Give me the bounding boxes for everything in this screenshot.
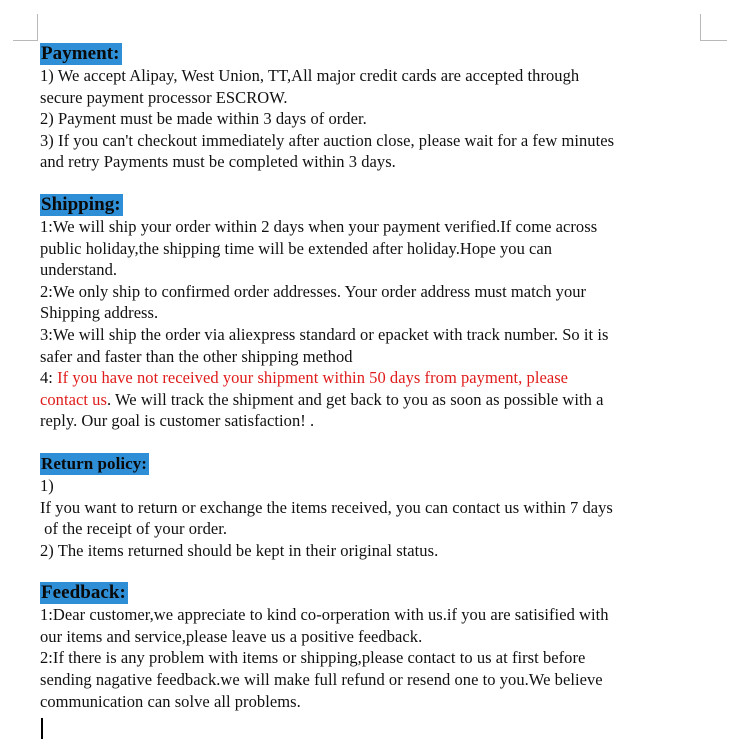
shipping-line: safer and faster than the other shipping method: [40, 346, 353, 366]
shipping-item-4-line-3: reply. Our goal is customer satisfaction! .: [40, 411, 315, 431]
shipping-heading-line: [40, 194, 720, 216]
payment-line: 2) Payment must be made within 3 days of order.: [40, 109, 367, 129]
document-body[interactable]: [40, 43, 720, 712]
payment-line: secure payment processor ESCROW.: [40, 87, 288, 107]
page-corner-mark-top-right: [700, 14, 727, 41]
return-policy-heading: Return policy:: [41, 453, 147, 473]
shipping-heading: Shipping:: [41, 193, 121, 215]
shipping-line: 3:We will ship the order via aliexpress standard or epacket with track number. So it is: [40, 324, 609, 344]
return-policy-line: 2) The items returned should be kept in their original status.: [40, 540, 439, 560]
paragraph-gap: [40, 173, 720, 194]
shipping-item-4-text: . We will track the shipment and get back to you as soon as possible with a: [106, 389, 604, 409]
shipping-line: 2:We only ship to confirmed order addresses. Your order address must match your: [40, 281, 587, 301]
shipping-line: understand.: [40, 260, 118, 280]
feedback-line: our items and service,please leave us a positive feedback.: [40, 626, 423, 646]
shipping-warning-text: If you have not received your shipment within 50 days from payment, please: [57, 368, 569, 388]
shipping-warning-text: contact us: [40, 389, 107, 409]
return-policy-heading-line: [40, 453, 720, 475]
feedback-line: sending nagative feedback.we will make full refund or resend one to you.We believe: [40, 670, 603, 690]
feedback-heading-line: [40, 582, 720, 604]
feedback-heading: Feedback:: [41, 582, 126, 604]
return-policy-line: If you want to return or exchange the items received, you can contact us within 7 days: [40, 497, 613, 517]
feedback-line: communication can solve all problems.: [40, 691, 301, 711]
shipping-line: Shipping address.: [40, 303, 159, 323]
return-policy-line: 1): [40, 475, 54, 495]
payment-line: 3) If you can't checkout immediately after auction close, please wait for a few minutes: [40, 130, 615, 150]
text-cursor: [41, 718, 43, 739]
shipping-line: 1:We will ship your order within 2 days when your payment verified.If come across: [40, 216, 598, 236]
return-policy-line: of the receipt of your order.: [40, 519, 228, 539]
shipping-item-4-line-1: [40, 367, 720, 389]
shipping-line: public holiday,the shipping time will be extended after holiday.Hope you can: [40, 238, 553, 258]
paragraph-gap: [40, 432, 720, 453]
payment-line: and retry Payments must be completed within 3 days.: [40, 152, 396, 172]
payment-line: 1) We accept Alipay, West Union, TT,All major credit cards are accepted through: [40, 66, 580, 85]
payment-heading: Payment:: [41, 43, 120, 64]
payment-heading-line: [40, 43, 720, 65]
feedback-line: 2:If there is any problem with items or shipping,please contact to us at first before: [40, 648, 586, 668]
page-corner-mark-top-left: [13, 14, 38, 41]
shipping-item-4-line-2: [40, 389, 720, 411]
shipping-item-4-prefix: 4:: [40, 368, 58, 388]
paragraph-gap: [40, 561, 720, 582]
feedback-line: 1:Dear customer,we appreciate to kind co-orperation with us.if you are satisified with: [40, 605, 609, 625]
